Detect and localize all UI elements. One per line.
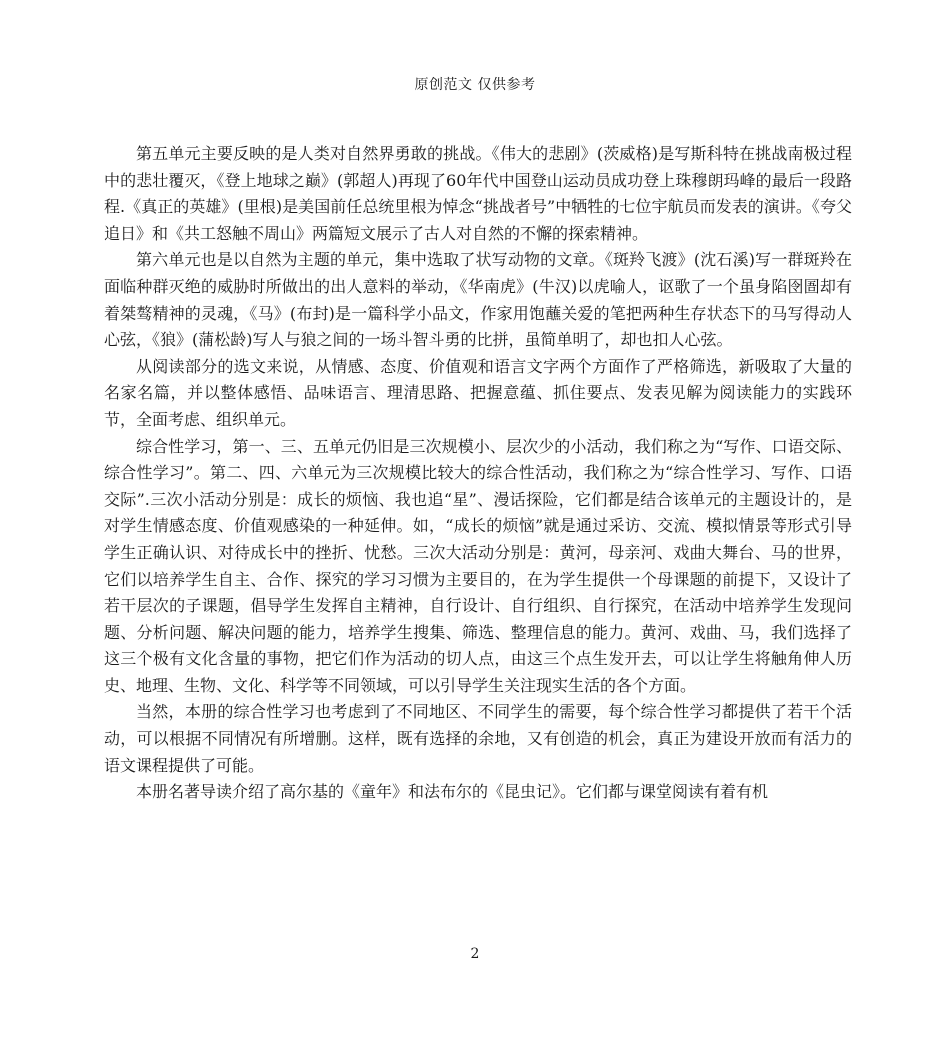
paragraph-comprehensive-learning: 综合性学习，第一、三、五单元仍旧是三次规模小、层次少的小活动，我们称之为“写作、口语交际、综合性学习”。第二、四、六单元为三次规模比较大的综合性活动，我们称之为“综合性学习、写作、口语交际”.三次小活动分别是：成长的烦恼、我也追“星”、漫话探险，它们都是结合该单元的主题设计的，是对学生情感态度、价值观感染的一种延伸。如，“成长的烦恼”就是通过采访、交流、模拟情景等形式引导学生正确认识、对待成长中的挫折、忧愁。三次大活动分别是：黄河，母亲河、戏曲大舞台、马的世界，它们以培养学生自主、合作、探究的学习习惯为主要目的，在为学生提供一个母课题的前提下，又设计了若干层次的子课题，倡导学生发挥自主精神，自行设计、自行组织、自行探究，在活动中培养学生发现问题、分析问题、解决问题的能力，培养学生搜集、筛选、整理信息的能力。黄河、戏曲、马，我们选择了这三个极有文化含量的事物，把它们作为活动的切人点，由这三个点生发开去，可以让学生将触角伸人历史、地理、生物、文化、科学等不同领域，可以引导学生关注现实生活的各个方面。: [104, 436, 852, 695]
paragraph-classics-guide: 本册名著导读介绍了高尔基的《童年》和法布尔的《昆虫记》。它们都与课堂阅读有着有机: [136, 782, 769, 802]
paragraph-flexibility: 当然，本册的综合性学习也考虑到了不同地区、不同学生的需要，每个综合性学习都提供了若干个活动，可以根据不同情况有所增删。这样，既有选择的余地，又有创造的机会，真正为建设开放而有活力的语文课程提供了可能。: [104, 702, 852, 775]
paragraph-unit-six: 第六单元也是以自然为主题的单元，集中选取了状写动物的文章。《斑羚飞渡》(沈石溪)写一群斑羚在面临种群灭绝的威胁时所做出的出人意料的举动，《华南虎》(牛汉)以虎喻人，讴歌了一个虽身陷囹圄却有着桀骜精神的灵魂，《马》(布封)是一篇科学小品文，作家用饱蘸关爱的笔把两种生存状态下的马写得动人心弦，《狼》(蒲松龄)写人与狼之间的一场斗智斗勇的比拼，虽简单明了，却也扣人心弦。: [104, 250, 852, 350]
page-header: 原创范文 仅供参考: [414, 77, 536, 93]
page-number: 2: [470, 946, 480, 962]
document-body: [104, 141, 852, 806]
paragraph-reading-selection: 从阅读部分的选文来说，从情感、态度、价值观和语言文字两个方面作了严格筛选，新吸取了大量的名家名篇，并以整体感悟、品味语言、理清思路、把握意蕴、抓住要点、发表见解为阅读能力的实践环节，全面考虑、组织单元。: [104, 356, 852, 429]
paragraph-unit-five: 第五单元主要反映的是人类对自然界勇敢的挑战。《伟大的悲剧》(茨威格)是写斯科特在挑战南极过程中的悲壮覆灭，《登上地球之巅》(郭超人)再现了60年代中国登山运动员成功登上珠穆朗玛峰的最后一段路程.《真正的英雄》(里根)是美国前任总统里根为悼念“挑战者号”中牺牲的七位宇航员而发表的演讲。《夸父追日》和《共工怒触不周山》两篇短文展示了古人对自然的不懈的探索精神。: [104, 144, 852, 243]
